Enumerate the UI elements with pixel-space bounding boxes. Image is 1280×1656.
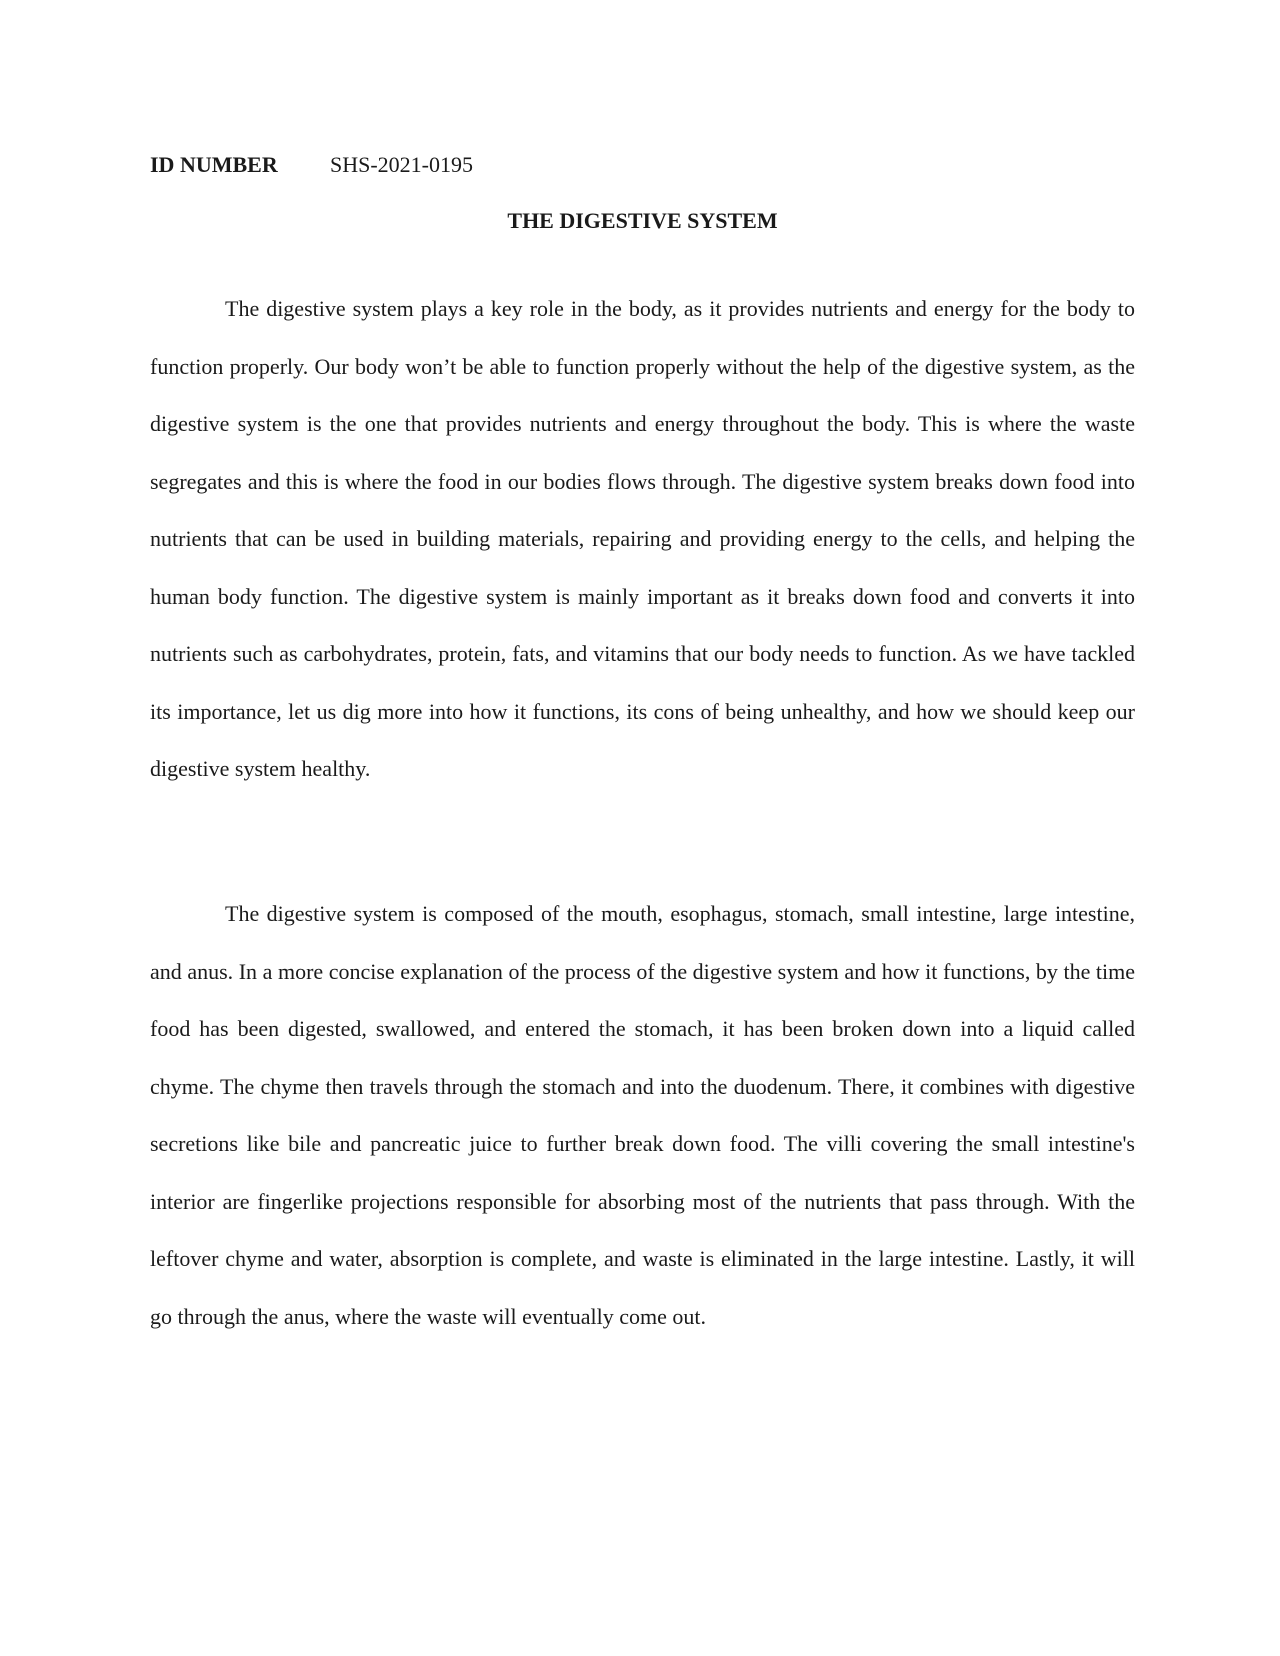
id-number-line xyxy=(150,150,473,180)
paragraph-introduction: The digestive system plays a key role in the body, as it provides nutrients and energy for the body to function properly. Our body won’t be able to function properly without the help of the digestive system, as the digestive system is the one that provides nutrients and energy throughout the body. This is where the waste segregates and this is where the food in our bodies flows through. The digestive system breaks down food into nutrients that can be used in building materials, repairing and providing energy to the cells, and helping the human body function. The digestive system is mainly important as it breaks down food and converts it into nutrients such as carbohydrates, protein, fats, and vitamins that our body needs to function. As we have tackled its importance, let us dig more into how it functions, its cons of being unhealthy, and how we should keep our digestive system healthy. xyxy=(150,296,1135,781)
id-number-value: SHS-2021-0195 xyxy=(330,152,474,177)
paragraph-digestive-process: The digestive system is composed of the mouth, esophagus, stomach, small intestine, large intestine, and anus. In a more concise explanation of the process of the digestive system and how it functions, by the time food has been digested, swallowed, and entered the stomach, it has been broken down into a liquid called chyme. The chyme then travels through the stomach and into the duodenum. There, it combines with digestive secretions like bile and pancreatic juice to further break down food. The villi covering the small intestine's interior are fingerlike projections responsible for absorbing most of the nutrients that pass through. With the leftover chyme and water, absorption is complete, and waste is eliminated in the large intestine. Lastly, it will go through the anus, where the waste will eventually come out. xyxy=(150,901,1135,1329)
document-title: THE DIGESTIVE SYSTEM xyxy=(507,208,778,233)
id-number-label: ID NUMBER xyxy=(150,152,278,177)
